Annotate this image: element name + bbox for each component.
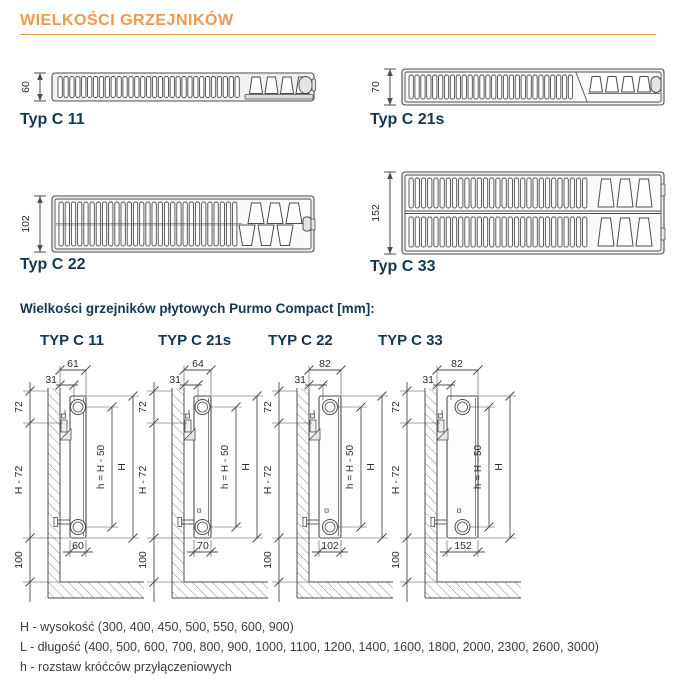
dim-mid-margin: H - 72: [137, 465, 149, 495]
dim-mid-margin: H - 72: [262, 465, 274, 495]
column-heading-c11: TYP C 11: [40, 332, 104, 349]
dim-top-total: 82: [319, 358, 331, 370]
cross-section-c33: [366, 166, 666, 256]
dim-top-total: 64: [192, 358, 204, 370]
dim-mid-margin: H - 72: [13, 465, 25, 495]
cross-section-art: [34, 73, 316, 101]
legend-height: H - wysokość (300, 400, 450, 500, 550, 600, 900): [20, 620, 294, 634]
dim-port-spacing: h = H - 50: [345, 444, 356, 490]
cross-section-c11: [16, 64, 316, 110]
type-label-c11: Typ C 11: [20, 111, 85, 128]
dim-wall-offset: 31: [422, 374, 434, 386]
cross-section-art: [384, 69, 664, 105]
cross-section-c22: [16, 188, 316, 254]
depth-dim-label: 152: [370, 204, 382, 222]
dim-bottom-margin: 100: [13, 551, 25, 569]
dim-top-total: 61: [67, 358, 79, 370]
dim-depth: 60: [72, 540, 84, 552]
dim-port-spacing: h = H - 50: [220, 444, 231, 490]
cross-section-art: [384, 172, 665, 254]
dim-mid-margin: H - 72: [390, 465, 402, 495]
install-diagram-art: [400, 366, 521, 603]
section-title: Wielkości grzejników płytowych Purmo Compact [mm]:: [20, 301, 375, 316]
dim-top-margin: 72: [262, 401, 274, 413]
type-label-c33: Typ C 33: [370, 258, 436, 275]
dim-height: H: [116, 463, 128, 471]
dim-port-spacing: h = H - 50: [473, 444, 484, 490]
type-label-c21s: Typ C 21s: [370, 111, 445, 128]
install-diagram-art: [272, 366, 393, 603]
dim-bottom-margin: 100: [262, 551, 274, 569]
legend-length: L - długość (400, 500, 600, 700, 800, 900, 1000, 1100, 1200, 1400, 1600, 1800, 2000, 2300, 2600, 3000): [20, 640, 599, 654]
page-title: WIELKOŚCI GRZEJNIKÓW: [20, 12, 234, 29]
dim-top-margin: 72: [13, 401, 25, 413]
dim-height: H: [240, 463, 252, 471]
column-heading-c21s: TYP C 21s: [158, 332, 232, 349]
dim-height: H: [365, 463, 377, 471]
column-heading-c33: TYP C 33: [378, 332, 443, 349]
dim-bottom-margin: 100: [137, 551, 149, 569]
dim-depth: 102: [321, 540, 339, 552]
column-heading-c22: TYP C 22: [268, 332, 333, 349]
dim-top-total: 82: [451, 358, 463, 370]
dim-depth: 152: [454, 540, 472, 552]
dim-height: H: [493, 463, 505, 471]
dim-top-margin: 72: [137, 401, 149, 413]
dim-depth: 70: [197, 540, 209, 552]
depth-dim-label: 70: [370, 81, 382, 93]
dim-bottom-margin: 100: [390, 551, 402, 569]
cross-section-c21s: [366, 62, 666, 112]
depth-dim-label: 60: [20, 81, 32, 93]
cross-section-art: [34, 196, 315, 252]
dim-port-spacing: h = H - 50: [96, 444, 107, 490]
dim-wall-offset: 31: [45, 374, 57, 386]
depth-dim-label: 102: [20, 215, 32, 233]
install-diagram-art: [23, 366, 144, 603]
dim-top-margin: 72: [390, 401, 402, 413]
title-underline: [20, 34, 656, 35]
install-diagram-c33: [385, 354, 560, 614]
type-label-c22: Typ C 22: [20, 256, 86, 273]
dim-wall-offset: 31: [294, 374, 306, 386]
legend-port-spacing: h - rozstaw króćców przyłączeniowych: [20, 660, 232, 674]
install-diagram-art: [147, 366, 268, 603]
dim-wall-offset: 31: [169, 374, 181, 386]
